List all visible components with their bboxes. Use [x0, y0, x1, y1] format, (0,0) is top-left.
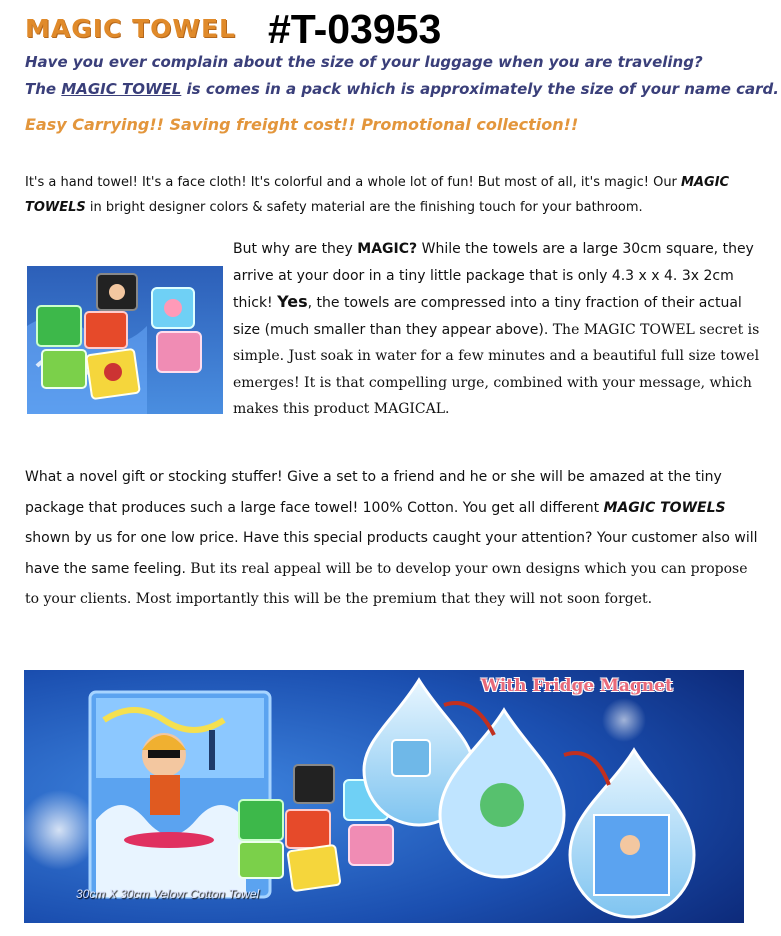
fridge-magnet-badge: With Fridge Magnet — [481, 676, 673, 696]
brand-logo: MAGIC TOWEL — [25, 14, 236, 43]
product-banner — [24, 670, 744, 923]
question-line-1: Have you ever complain about the size of your luggage when you are traveling? — [25, 53, 703, 71]
tagline: Easy Carrying!! Saving freight cost!! Promotional collection!! — [25, 115, 579, 134]
gift-paragraph: What a novel gift or stocking stuffer! Give a set to a friend and he or she will be amazed at the tiny package that produces such a large face towel! 100% Cotton. You get all different MAGIC TOWELS shown by us for one low price. Have this special products caught your attention? Your customer also will have the same feeling. But its real appeal will be to develop your own designs which you can propose to your clients. Most importantly this will be the premium that they will not soon forget. — [25, 469, 758, 607]
intro-paragraph: It's a hand towel! It's a face cloth! It's colorful and a whole lot of fun! But most of all, it's magic! Our MAGIC TOWELS in bright designer colors & safety material are the finishing touch for your bathroom. — [25, 175, 730, 215]
question-line-2: The MAGIC TOWEL is comes in a pack which is approximately the size of your name card. — [25, 80, 779, 98]
banner-caption: 30cm X 30cm Velovr Cotton Towel — [76, 887, 260, 901]
magic-towel-link[interactable]: MAGIC TOWEL — [61, 80, 182, 98]
why-magic-paragraph: But why are they MAGIC? While the towels are a large 30cm square, they arrive at your door in a tiny little package that is only 4.3 x x 4. 3x 2cm thick! Yes, the towels are compressed into a tiny fraction of their actual size (much smaller than they appear above). The MAGIC TOWEL secret is simple. Just soak in water for a few minutes and a beautiful full size towel emerges! It is that compelling urge, combined with your message, which makes this product MAGICAL. — [233, 241, 760, 417]
towel-packs-photo — [27, 266, 223, 414]
product-code: #T-03953 — [268, 6, 442, 52]
